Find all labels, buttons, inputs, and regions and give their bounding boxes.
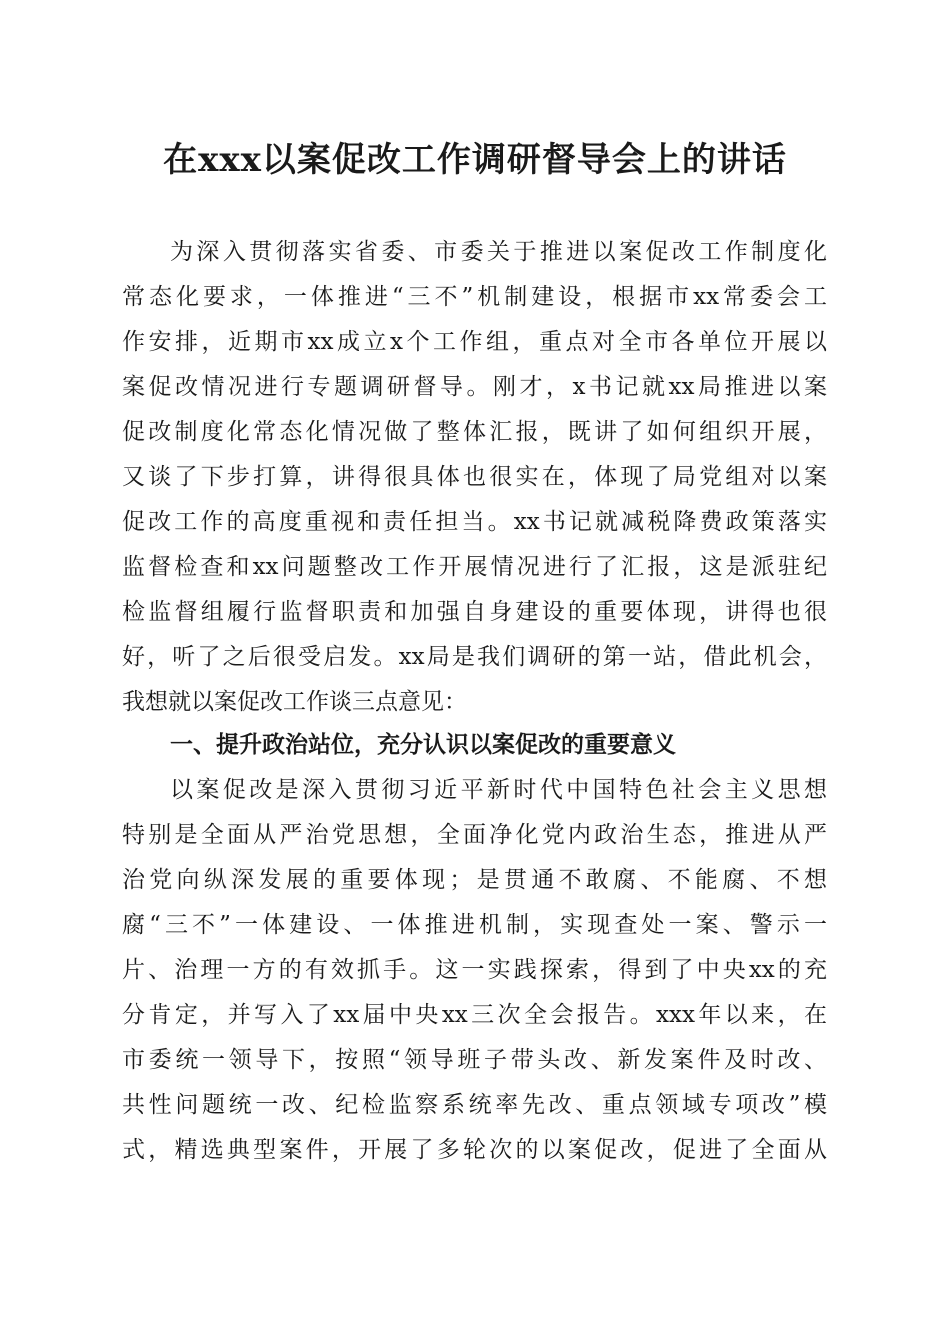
paragraph-line: 案促改情况进行专题调研督导。刚才，x书记就xx局推进以案 — [122, 374, 827, 400]
paragraph-line: 检监督组履行监督职责和加强自身建设的重要体现，讲得也很 — [122, 599, 827, 625]
paragraph-line: 我想就以案促改工作谈三点意见： — [122, 689, 467, 715]
paragraph-line: 监督检查和xx问题整改工作开展情况进行了汇报，这是派驻纪 — [122, 554, 827, 580]
paragraph-line: 特别是全面从严治党思想，全面净化党内政治生态，推进从严 — [122, 822, 827, 848]
paragraph-line: 共性问题统一改、纪检监察系统率先改、重点领域专项改”模 — [122, 1092, 827, 1118]
paragraph-line: 腐“三不”一体建设、一体推进机制，实现查处一案、警示一 — [122, 912, 827, 938]
paragraph-line: 式，精选典型案件，开展了多轮次的以案促改，促进了全面从 — [122, 1137, 827, 1163]
paragraph-line: 为深入贯彻落实省委、市委关于推进以案促改工作制度化 — [170, 239, 827, 265]
paragraph-line: 促改工作的高度重视和责任担当。xx书记就减税降费政策落实 — [122, 509, 827, 535]
section-heading: 一、提升政治站位，充分认识以案促改的重要意义 — [170, 732, 676, 758]
paragraph-line: 治党向纵深发展的重要体现；是贯通不敢腐、不能腐、不想 — [122, 867, 827, 893]
paragraph-line: 促改制度化常态化情况做了整体汇报，既讲了如何组织开展， — [122, 419, 827, 445]
paragraph-line: 市委统一领导下，按照“领导班子带头改、新发案件及时改、 — [122, 1047, 827, 1073]
document-title: 在xxx以案促改工作调研督导会上的讲话 — [163, 140, 787, 180]
paragraph-line: 分肯定，并写入了xx届中央xx三次全会报告。xxx年以来，在 — [122, 1002, 827, 1028]
paragraph-line: 作安排，近期市xx成立x个工作组，重点对全市各单位开展以 — [122, 329, 827, 355]
paragraph-line: 好，听了之后很受启发。xx局是我们调研的第一站，借此机会， — [122, 644, 827, 670]
paragraph-line: 片、治理一方的有效抓手。这一实践探索，得到了中央xx的充 — [122, 957, 827, 983]
paragraph-line: 又谈了下步打算，讲得很具体也很实在，体现了局党组对以案 — [122, 464, 827, 490]
paragraph-line: 以案促改是深入贯彻习近平新时代中国特色社会主义思想 — [170, 777, 827, 803]
paragraph-line: 常态化要求，一体推进“三不”机制建设，根据市xx常委会工 — [122, 284, 827, 310]
